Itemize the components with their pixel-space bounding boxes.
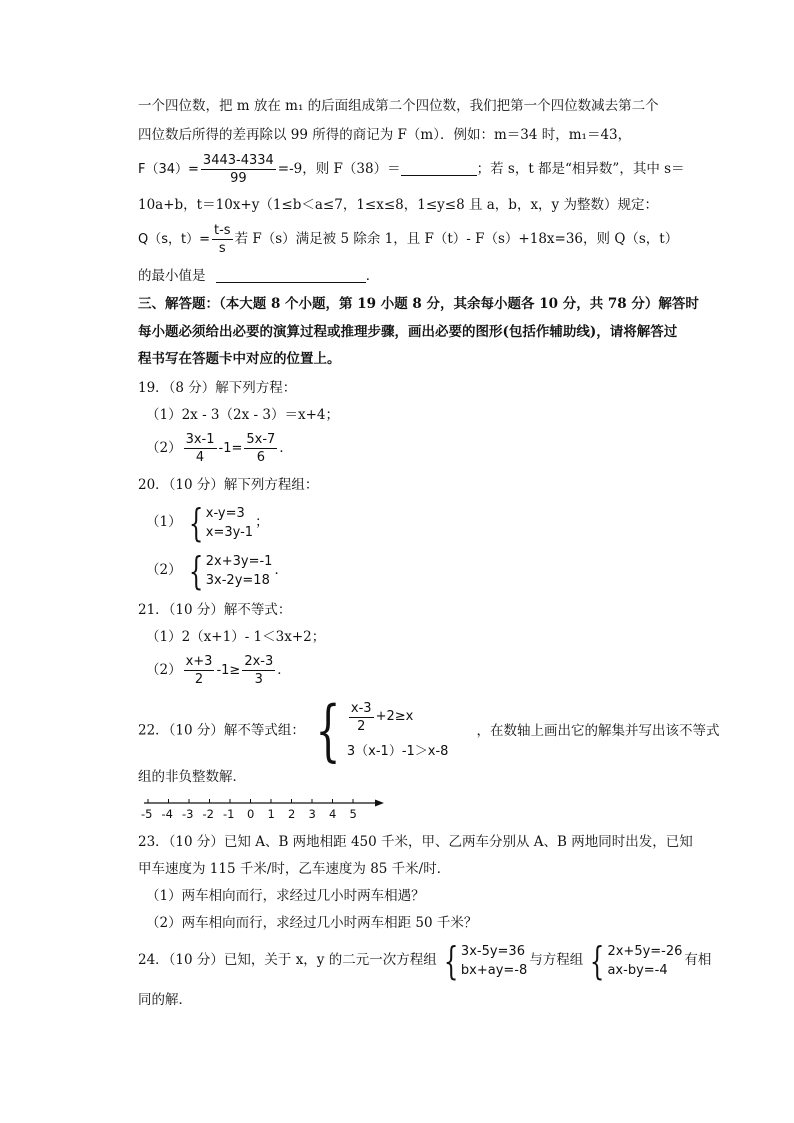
equation-row: 2x+5y=-26 xyxy=(607,943,683,959)
q24-system-2 xyxy=(585,938,683,983)
f34-lhs: F（34）= xyxy=(138,162,199,177)
tick-label: -5 xyxy=(141,807,153,821)
arrow-icon xyxy=(375,800,384,807)
section3-line2: 每小题必须给出必要的演算过程或推理步骤，画出必要的图形(包括作辅助线)，请将解答过 xyxy=(138,324,678,340)
period: ． xyxy=(277,662,291,678)
q21-fraction-2 xyxy=(242,653,275,688)
q22-fraction xyxy=(349,700,374,735)
q22-inequality-system xyxy=(307,692,449,769)
q24-line1 xyxy=(138,938,711,982)
section3-line3: 程书写在答题卡中对应的位置上。 xyxy=(138,351,341,367)
q19-fraction-2 xyxy=(244,431,277,466)
period: ． xyxy=(365,268,380,284)
denominator: 2 xyxy=(194,672,204,687)
period: ． xyxy=(279,440,293,456)
q-fraction xyxy=(212,222,233,257)
left-brace: { xyxy=(590,938,605,983)
tick-label: 5 xyxy=(349,807,357,821)
number-line xyxy=(140,797,390,833)
q-lhs: Q（s，t）= xyxy=(138,232,210,247)
operator: -1≥ xyxy=(216,663,241,678)
section3-line1: 三、解答题：（本大题 8 个小题，第 19 小题 8 分，其余每小题各 10 分，共 78 分）解答时 xyxy=(138,296,699,312)
part-label: （2） xyxy=(146,562,182,578)
tick-label: -4 xyxy=(161,807,173,821)
equation-row: x-y=3 xyxy=(205,505,245,521)
equation-row: 3x-5y=36 xyxy=(460,943,525,959)
q20-part1 xyxy=(146,500,269,544)
p1-line1: 一个四位数，把 m 放在 m₁ 的后面组成第二个四位数，我们把第一个四位数减去第二个 xyxy=(138,98,659,114)
q20-system-1 xyxy=(184,500,254,545)
f34-fraction xyxy=(201,152,276,187)
q24-connector: 与方程组 xyxy=(529,952,584,968)
q24-label: 24．（10 分）已知，关于 x，y 的二元一次方程组 xyxy=(138,952,437,968)
numerator: x+3 xyxy=(185,654,213,669)
q23-part1: （1）两车相向而行，求经过几小时两车相遇？ xyxy=(146,888,425,904)
q22-line1 xyxy=(138,692,720,769)
q23-part2: （2）两车相向而行，求经过几小时两车相距 50 千米？ xyxy=(146,915,478,931)
inequality-row-1 xyxy=(347,700,449,735)
f34-rest-b: ；若 s，t 都是“相异数”，其中 s＝ xyxy=(476,161,685,177)
min-value-label: 的最小值是 xyxy=(138,268,206,284)
p1-line3 xyxy=(138,152,685,187)
f34-denominator: 99 xyxy=(230,171,247,186)
left-brace: { xyxy=(315,692,341,769)
left-brace: { xyxy=(443,938,459,983)
f34-numerator: 3443-4334 xyxy=(202,153,274,168)
answer-blank-2[interactable] xyxy=(216,268,366,283)
q21-part1: （1）2（x+1）- 1＜3x+2； xyxy=(146,629,326,645)
p1-line5 xyxy=(138,222,678,257)
q-rest: 若 F（s）满足被 5 除余 1，且 F（t）- F（s）+18x=36，则 Q（s，t） xyxy=(234,231,679,247)
q19-title: 19．（8 分）解下列方程： xyxy=(138,380,297,396)
semicolon: ； xyxy=(255,514,269,530)
left-brace: { xyxy=(188,548,203,593)
q19-part1: （1）2x - 3（2x - 3）＝x+4； xyxy=(146,407,339,423)
tick-label: 4 xyxy=(329,807,337,821)
q19-fraction-1 xyxy=(184,431,217,466)
q21-title: 21．（10 分）解不等式： xyxy=(138,602,292,618)
q22-label: 22．（10 分）解不等式组： xyxy=(138,722,305,739)
equation-row: 2x+3y=-1 xyxy=(205,553,273,569)
numerator: 3x-1 xyxy=(185,432,215,447)
q19-part2 xyxy=(146,430,293,467)
numerator: x-3 xyxy=(350,700,372,716)
equation-row: ax-by=-4 xyxy=(607,962,668,978)
q24-line2: 同的解． xyxy=(138,992,192,1008)
p1-line6 xyxy=(138,266,379,286)
part-label: （2） xyxy=(146,662,182,678)
q23-line2: 甲车速度为 115 千米/时，乙车速度为 85 千米/时． xyxy=(138,861,451,877)
q-numerator: t-s xyxy=(214,223,231,238)
numerator: 2x-3 xyxy=(244,654,274,669)
denominator: 2 xyxy=(357,718,366,734)
inequality-row-2: 3（x-1）-1＞x-8 xyxy=(346,743,449,759)
denominator: 3 xyxy=(254,672,263,687)
denominator: 4 xyxy=(195,450,205,465)
equation-row: 3x-2y=18 xyxy=(205,572,270,588)
tick-label: 3 xyxy=(308,807,316,821)
tick-label: -1 xyxy=(223,807,235,821)
part-label: （1） xyxy=(146,514,182,530)
tick-label: 1 xyxy=(267,807,275,821)
equation-row: bx+ay=-8 xyxy=(460,962,528,978)
left-brace: { xyxy=(188,500,203,545)
q22-line2: 组的非负整数解． xyxy=(138,769,246,785)
q20-system-2 xyxy=(184,548,273,593)
q24-tail: 有相 xyxy=(684,952,712,968)
q20-part2 xyxy=(146,548,288,592)
q22-instruction: ，在数轴上画出它的解集并写出该不等式 xyxy=(476,722,720,739)
part-label: （2） xyxy=(146,440,182,456)
tick-label: -3 xyxy=(182,807,194,821)
q20-title: 20．（10 分）解下列方程组： xyxy=(138,477,319,493)
inequality-rest: +2≥x xyxy=(375,709,414,724)
answer-blank-1[interactable] xyxy=(401,161,477,176)
numerator: 5x-7 xyxy=(246,432,276,447)
equation-row: x=3y-1 xyxy=(205,524,254,540)
p1-line2: 四位数后所得的差再除以 99 所得的商记为 F（m）．例如：m＝34 时，m₁＝43， xyxy=(138,127,632,143)
p1-line4: 10a+b，t＝10x+y（1≤b＜a≤7，1≤x≤8，1≤y≤8 且 a，b，x，y 为整数）规定： xyxy=(138,197,658,213)
q-denominator: s xyxy=(218,241,226,256)
period: ． xyxy=(274,562,288,578)
q21-fraction-1 xyxy=(184,653,215,688)
q23-line1: 23．（10 分）已知 A、B 两地相距 450 千米，甲、乙两车分别从 A、B 两地同时出发，已知 xyxy=(138,834,693,850)
tick-label: -2 xyxy=(202,807,214,821)
tick-label: 0 xyxy=(247,807,255,821)
denominator: 6 xyxy=(256,450,265,465)
operator: -1= xyxy=(218,441,243,456)
q21-part2 xyxy=(146,652,291,689)
f34-rest-a: =-9，则 F（38）＝ xyxy=(277,161,401,177)
tick-label: 2 xyxy=(288,807,296,821)
q24-system-1 xyxy=(439,938,528,983)
